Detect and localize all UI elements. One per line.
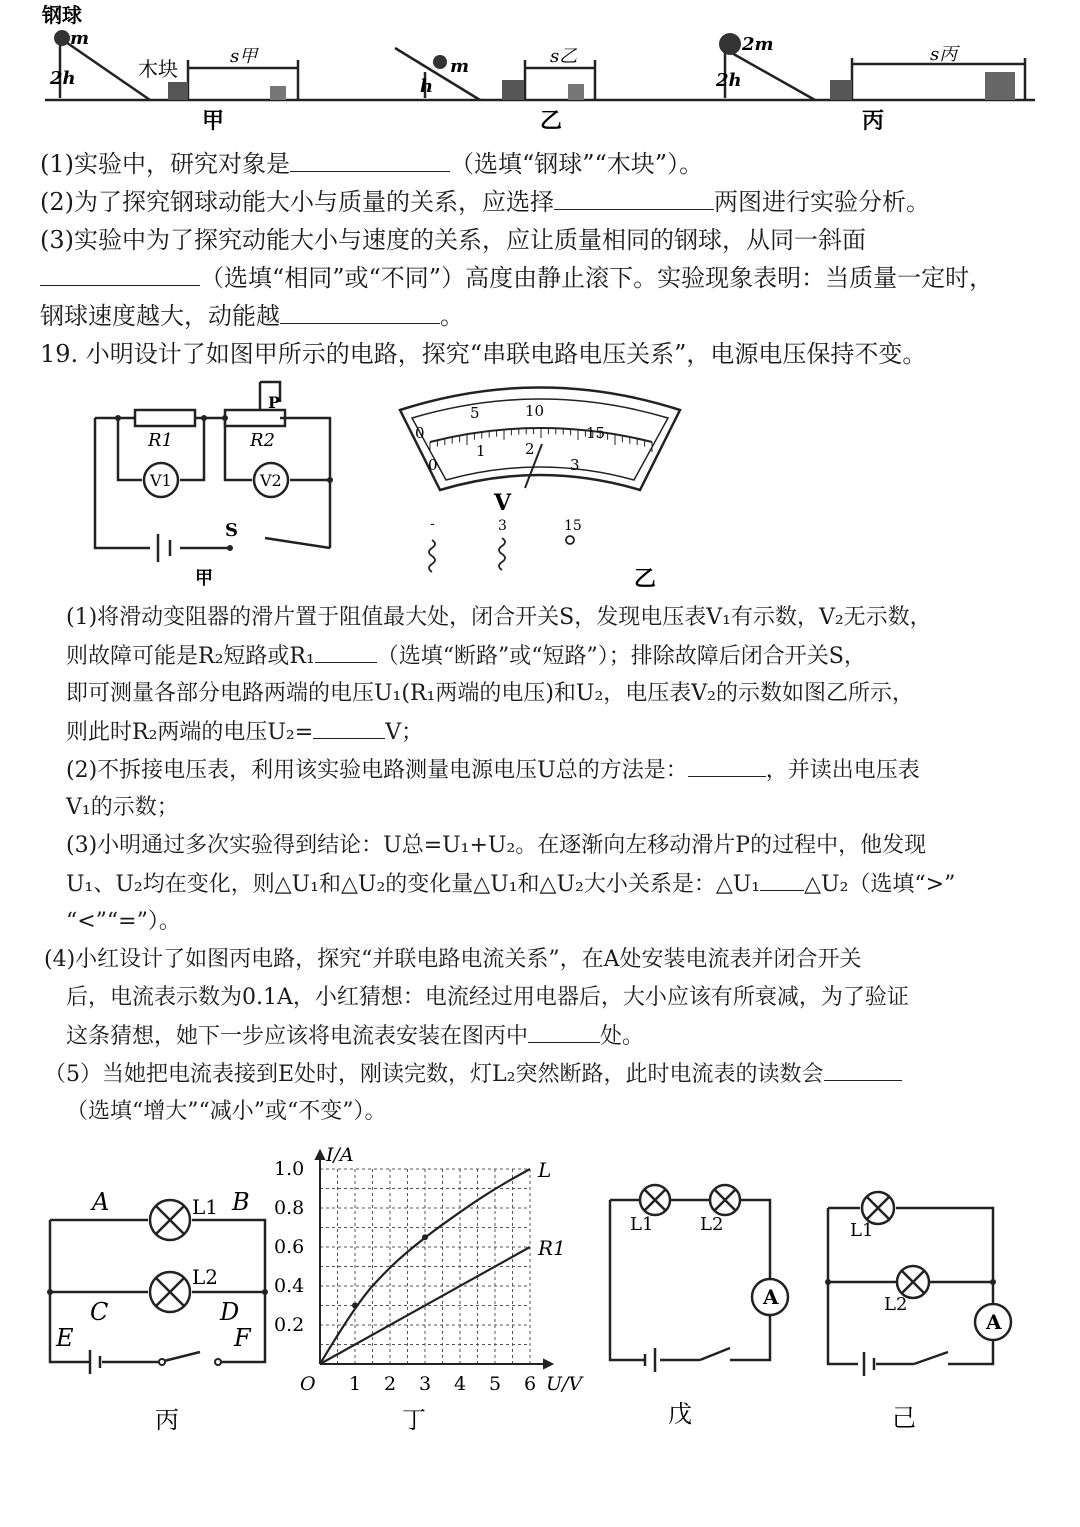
svg-text:10: 10 [525, 402, 545, 420]
q19-s3b: U₁、U₂均在变化，则△U₁和△U₂的变化量△U₁和△U₂大小关系是：△U₁ △U₂（选填“>” [66, 868, 955, 901]
svg-text:C: C [90, 1298, 109, 1326]
y-axis-label: I/A [326, 1144, 354, 1166]
svg-text:15: 15 [564, 518, 582, 534]
svg-text:P: P [268, 393, 281, 412]
ramp-experiment-figure [40, 0, 1040, 140]
svg-text:3: 3 [570, 456, 580, 474]
svg-text:2h: 2h [716, 70, 742, 91]
q19-s1a: (1)将滑动变阻器的滑片置于阻值最大处，闭合开关S，发现电压表V₁有示数，V₂无示数， [66, 605, 932, 630]
svg-text:s乙: s乙 [550, 46, 578, 67]
wood-block-2 [502, 80, 524, 100]
q19-s3a: (3)小明通过多次实验得到结论：U总=U₁+U₂。在逐渐向左移动滑片P的过程中，他发现 [66, 833, 927, 858]
steel-ball-2 [433, 55, 447, 69]
svg-text:E: E [56, 1324, 74, 1352]
series-label: L [538, 1158, 552, 1182]
y-tick-label: 1.0 [274, 1158, 305, 1180]
circuit-jia [80, 372, 350, 590]
caption-yi: 乙 [540, 108, 563, 134]
svg-text:0: 0 [415, 424, 425, 442]
svg-text:V1: V1 [150, 471, 172, 490]
q19-s4c: 这条猜想，她下一步应该将电流表安装在图丙中 处。 [66, 1020, 644, 1053]
svg-text:m: m [70, 28, 90, 49]
svg-text:L2: L2 [884, 1294, 908, 1315]
y-tick-label: 0.8 [274, 1197, 305, 1219]
series-point [422, 1234, 428, 1240]
ball-label: 钢球 [42, 3, 82, 27]
q18-part3-cont: （选填“相同”或“不同”）高度由静止滚下。实验现象表明：当质量一定时， [40, 262, 993, 294]
caption-yi-2: 乙 [634, 566, 657, 590]
q19-s5b: （选填“增大”“减小”或“不变”）。 [66, 1099, 387, 1124]
q18-part3: (3)实验中为了探究动能大小与速度的关系，应让质量相同的钢球，从同一斜面 [40, 226, 866, 254]
q18-part3-end: 钢球速度越大，动能越 。 [40, 302, 464, 330]
svg-text:s丙: s丙 [930, 44, 958, 65]
svg-text:A: A [92, 1188, 110, 1216]
y-tick-label: 0.2 [274, 1314, 305, 1336]
x-tick-label: 1 [349, 1373, 362, 1395]
svg-text:A: A [986, 1310, 1002, 1334]
svg-text:R1: R1 [148, 430, 174, 451]
block-label: 木块 [138, 57, 178, 81]
svg-text:h: h [420, 76, 434, 97]
svg-text:L1: L1 [630, 1214, 654, 1235]
svg-text:2m: 2m [742, 34, 774, 55]
circuit-bing [40, 1180, 280, 1440]
y-tick-label: 0.6 [274, 1236, 305, 1258]
q18-part2: (2)为了探究钢球动能大小与质量的关系，应选择 两图进行实验分析。 [40, 188, 930, 216]
svg-text:B: B [232, 1188, 250, 1216]
svg-text:L1: L1 [192, 1195, 219, 1219]
x-tick-label: 2 [384, 1373, 397, 1395]
svg-text:s甲: s甲 [230, 46, 258, 67]
q19-s1d: 即可测量各部分电路两端的电压U₁(R₁两端的电压)和U₂，电压表V₂的示数如图乙所示， [66, 681, 914, 706]
q19-intro: 19. 小明设计了如图甲所示的电路，探究“串联电路电压关系”，电源电压保持不变。 [40, 340, 927, 368]
svg-text:3: 3 [498, 518, 507, 534]
svg-text:S: S [225, 520, 238, 541]
caption-bing-2: 丙 [155, 1406, 179, 1434]
chart-ding [270, 1134, 590, 1444]
svg-text:1: 1 [476, 442, 486, 460]
x-tick-label: 3 [419, 1373, 432, 1395]
caption-wu: 戊 [668, 1400, 692, 1428]
voltmeter-yi [390, 380, 690, 590]
x-tick-label: 5 [489, 1373, 502, 1395]
caption-ding: 丁 [402, 1406, 426, 1434]
steel-ball-1 [54, 30, 70, 46]
svg-text:L2: L2 [700, 1214, 724, 1235]
svg-text:A: A [763, 1285, 779, 1309]
svg-text:2: 2 [525, 440, 535, 458]
q19-s3d: “<”“=”）。 [66, 909, 181, 934]
x-tick-label: 4 [454, 1373, 467, 1395]
caption-jia-2: 甲 [195, 568, 213, 589]
x-axis-arrow [544, 1360, 552, 1368]
steel-ball-3 [719, 33, 741, 55]
svg-text:V2: V2 [260, 471, 282, 490]
wood-block-1 [168, 82, 188, 100]
svg-text:R2: R2 [250, 430, 276, 451]
svg-text:15: 15 [586, 424, 606, 442]
caption-bing: 丙 [862, 108, 885, 134]
svg-text:D: D [220, 1298, 240, 1326]
series-label: R1 [538, 1236, 566, 1260]
svg-text:F: F [234, 1324, 251, 1352]
q19-s1e: 则此时R₂两端的电压U₂= V； [66, 716, 423, 749]
svg-text:L1: L1 [850, 1220, 874, 1241]
q19-s1b: 则故障可能是R₂短路或R₁ （选填“断路”或“短路”）；排除故障后闭合开关S， [66, 640, 866, 673]
series-point [352, 1303, 358, 1309]
q19-s5a: （5）当她把电流表接到E处时，刚读完数，灯L₂突然断路，此时电流表的读数会 [44, 1058, 902, 1091]
svg-text:0: 0 [428, 456, 438, 474]
svg-text:2h: 2h [50, 68, 76, 89]
circuit-wu [600, 1170, 790, 1440]
q19-s4a: (4)小红设计了如图丙电路，探究“并联电路电流关系”，在A处安装电流表并闭合开关 [44, 947, 862, 972]
x-tick-label: 6 [524, 1373, 537, 1395]
y-tick-label: 0.4 [274, 1275, 305, 1297]
q18-part1: (1)实验中，研究对象是 （选填“钢球”“木块”）。 [40, 150, 704, 178]
svg-text:5: 5 [470, 404, 480, 422]
q19-s4b: 后，电流表示数为0.1A，小红猜想：电流经过用电器后，大小应该有所衰减，为了验证 [66, 985, 909, 1010]
wood-block-3 [830, 80, 852, 100]
circuit-ji [818, 1186, 1038, 1446]
y-axis-arrow [316, 1151, 324, 1159]
svg-text:L2: L2 [192, 1265, 219, 1289]
q19-s2a: (2)不拆接电压表，利用该实验电路测量电源电压U总的方法是： ，并读出电压表 [66, 754, 920, 787]
caption-jia: 甲 [202, 108, 225, 134]
svg-text:-: - [430, 516, 435, 532]
q19-s2c: V₁的示数； [66, 795, 179, 820]
caption-ji: 己 [892, 1404, 916, 1432]
svg-text:V: V [494, 490, 512, 516]
x-axis-label: U/V [546, 1373, 583, 1395]
origin-label: O [300, 1373, 316, 1395]
svg-text:m: m [450, 56, 470, 77]
